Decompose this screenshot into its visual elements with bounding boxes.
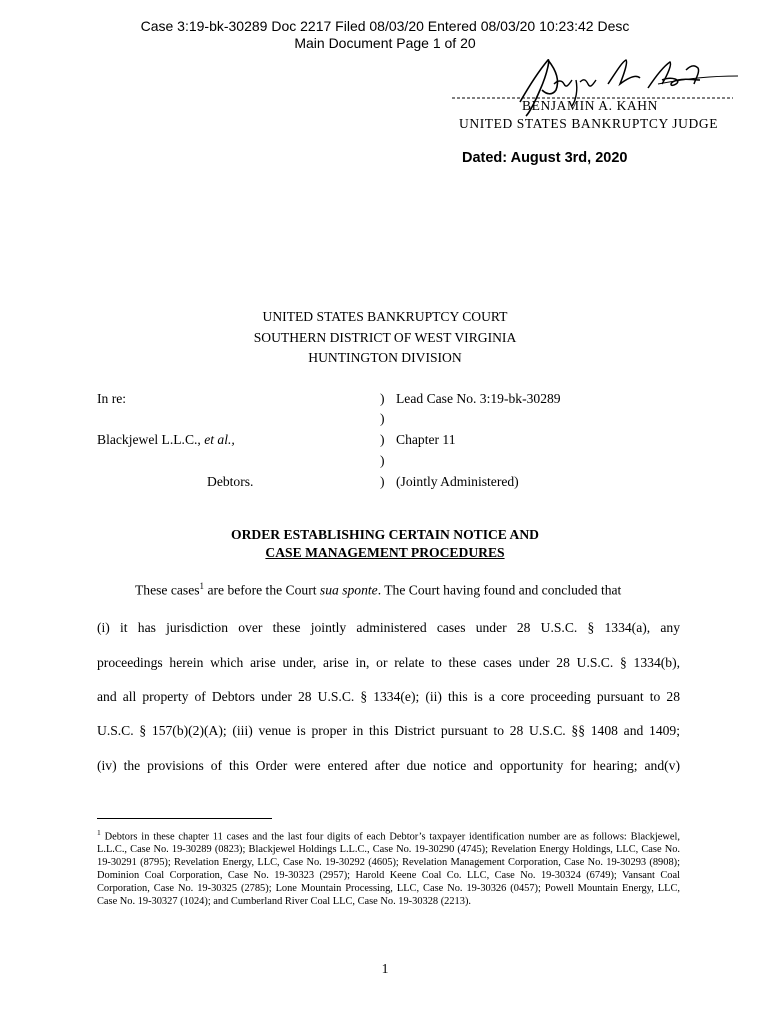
order-title-line-2-text: CASE MANAGEMENT PROCEDURES <box>265 545 505 560</box>
court-name: UNITED STATES BANKRUPTCY COURT <box>262 309 508 324</box>
court-district: SOUTHERN DISTRICT OF WEST VIRGINIA <box>253 330 517 345</box>
body-paragraph-line-5: U.S.C. § 157(b)(2)(A); (iii) venue is proper in this District pursuant to 28 U.S.C. §§ 1408 and 1409; <box>97 723 680 738</box>
debtor-name <box>97 432 235 448</box>
debtor-name-text: Blackjewel L.L.C., <box>97 432 205 447</box>
caption-paren: ) <box>380 453 385 468</box>
body-text: are before the Court <box>204 582 320 598</box>
body-paragraph-line-3: proceedings herein which arise under, arise in, or relate to these cases under 28 U.S.C. § 1334(b), <box>97 655 680 670</box>
body-text: These cases <box>135 582 200 598</box>
ecf-header-line-1: Case 3:19-bk-30289 Doc 2217 Filed 08/03/20 Entered 08/03/20 10:23:42 Desc <box>140 18 630 34</box>
body-text: . The Court having found and concluded that <box>377 582 622 598</box>
judge-name: BENJAMIN A. KAHN <box>522 98 658 113</box>
court-division: HUNTINGTON DIVISION <box>308 350 462 365</box>
debtors-label: Debtors. <box>207 474 254 489</box>
order-title-line-1: ORDER ESTABLISHING CERTAIN NOTICE AND <box>231 527 539 542</box>
footnote-text: Debtors in these chapter 11 cases and the last four digits of each Debtor’s taxpayer identification number are as follows: Blackjewel, L.L.C., Case No. 19-30289 (0823); Blackjewel Holdings L.L.C., Case No. 19-30290 (4745); Revelation Energy Holdings, LLC, Case No. 19-30291 (8795); Revelation Energy, LLC, Case No. 19-30292 (4605); Revelation Management Corporation, Case No. 19-30293 (8908); Dominion Coal Corporation, Case No. 19-30323 (2957); Harold Keene Coal Co. LLC, Case No. 19-30324 (6749); Vansant Coal Corporation, Case No. 19-30325 (2785); Lone Mountain Processing, LLC, Case No. 19-30326 (0457); Powell Mountain Energy, LLC, Case No. 19-30327 (1024); and Cumberland River Coal LLC, Case No. 19-30328 (2213). <box>97 831 680 908</box>
footnote <box>97 826 680 908</box>
sua-sponte: sua sponte <box>319 582 378 598</box>
jointly-administered-label: (Jointly Administered) <box>396 474 519 489</box>
in-re-label: In re: <box>97 391 127 406</box>
body-paragraph-line-1 <box>135 581 680 599</box>
caption-paren: ) <box>380 411 385 426</box>
order-title-line-2 <box>0 545 770 561</box>
debtor-et-al: et al., <box>204 432 235 447</box>
caption-paren: ) <box>380 432 385 447</box>
footnote-number: 1 <box>97 828 101 837</box>
page-number: 1 <box>381 961 389 976</box>
caption-paren: ) <box>380 391 385 406</box>
footnote-separator <box>97 818 272 819</box>
body-paragraph-line-6: (iv) the provisions of this Order were entered after due notice and opportunity for hearing; and(v) <box>97 758 680 773</box>
caption-paren: ) <box>380 474 385 489</box>
judge-title: UNITED STATES BANKRUPTCY JUDGE <box>459 116 719 131</box>
chapter-label: Chapter 11 <box>396 432 456 447</box>
body-paragraph-line-2: (i) it has jurisdiction over these jointly administered cases under 28 U.S.C. § 1334(a), any <box>97 620 680 635</box>
dated-line: Dated: August 3rd, 2020 <box>462 150 628 166</box>
ecf-header-line-2: Main Document Page 1 of 20 <box>294 35 476 51</box>
footnote-ref: 1 <box>199 581 205 591</box>
lead-case-number: Lead Case No. 3:19-bk-30289 <box>396 391 561 406</box>
body-paragraph-line-4: and all property of Debtors under 28 U.S.C. § 1334(e); (ii) this is a core proceeding pursuant to 28 <box>97 689 680 704</box>
